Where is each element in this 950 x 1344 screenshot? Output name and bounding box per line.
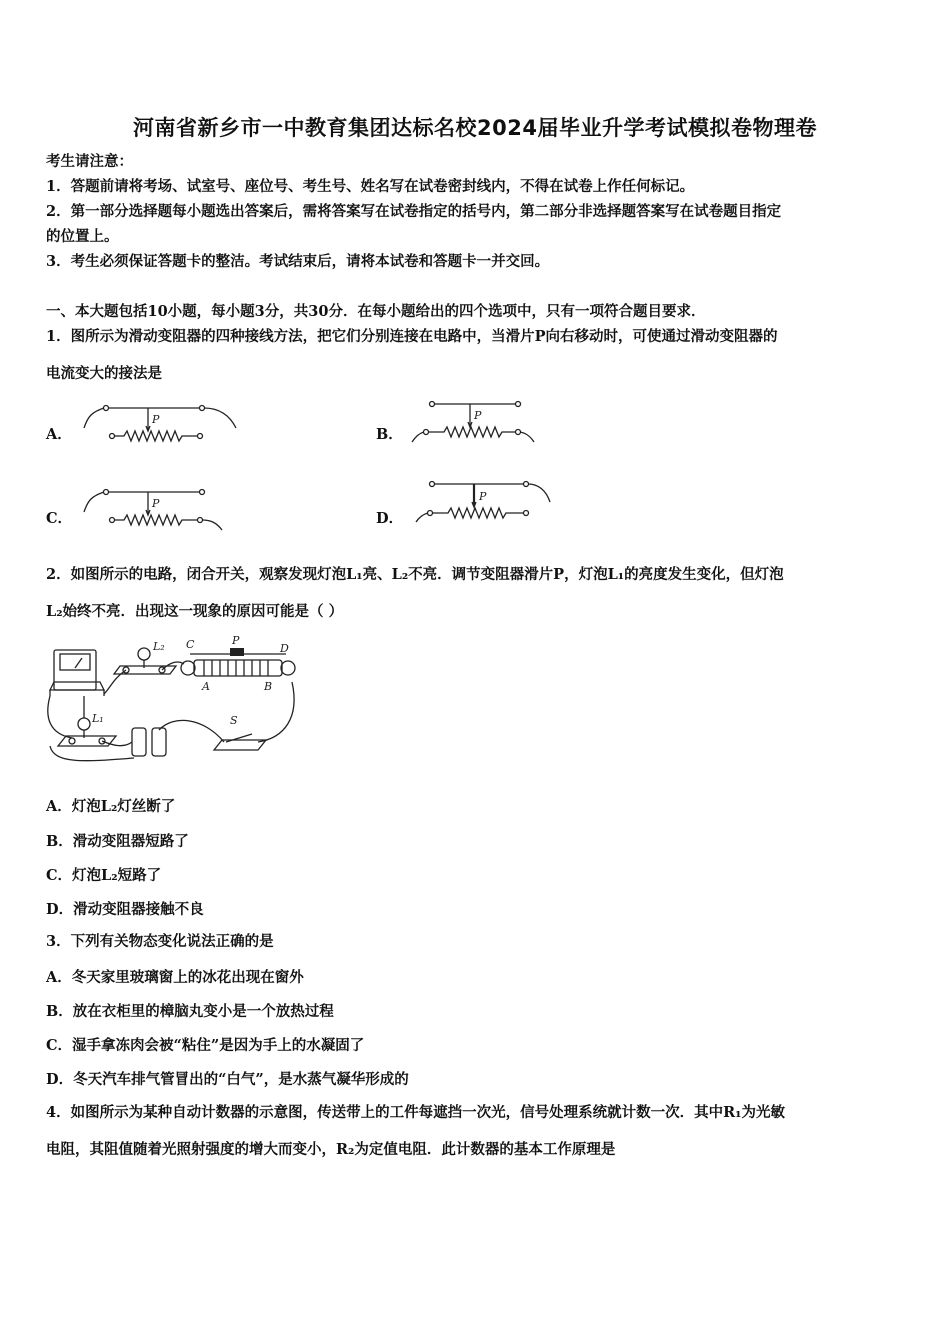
lamp-l1-bulb	[78, 718, 90, 730]
q2-stem-line1: 2．如图所示的电路，闭合开关，观察发现灯泡L₁亮、L₂不亮．调节变阻器滑片P，灯泡L₁的亮度发生变化，但灯泡	[46, 566, 784, 583]
notice-item: 2．第一部分选择题每小题选出答案后，需将答案写在试卷指定的括号内，第二部分非选择题答案写在试卷题目指定	[46, 203, 782, 220]
battery-icon	[152, 728, 166, 756]
rheostat-diagram-d	[412, 476, 572, 532]
label-p: P	[232, 634, 240, 647]
q2-option-b: B．滑动变阻器短路了	[46, 833, 189, 850]
q2-option-a: A．灯泡L₂灯丝断了	[46, 798, 176, 815]
q1-stem-line2: 电流变大的接法是	[46, 365, 162, 382]
notice-item: 的位置上。	[46, 228, 119, 245]
q3-stem: 3．下列有关物态变化说法正确的是	[46, 933, 274, 950]
circuit-figure	[44, 634, 304, 766]
label-l2: L₂	[153, 640, 165, 653]
label-l1: L₁	[92, 712, 104, 725]
q4-stem-line1: 4．如图所示为某种自动计数器的示意图，传送带上的工件每遮挡一次光，信号处理系统就计数一次．其中R₁为光敏	[46, 1104, 785, 1121]
rheostat-coil	[194, 660, 282, 676]
q2-option-d: D．滑动变阻器接触不良	[46, 901, 204, 918]
label-s: S	[230, 714, 238, 727]
rheostat-slider	[230, 648, 244, 656]
q1-option-a-label: A．	[46, 426, 72, 443]
q3-option-a: A．冬天家里玻璃窗上的冰花出现在窗外	[46, 969, 304, 986]
switch-lever	[226, 734, 252, 742]
slider-label: P	[152, 497, 160, 510]
q1-option-c-label: C．	[46, 510, 73, 527]
rheostat-diagram-b	[408, 396, 568, 448]
rheostat-diagram-c	[80, 482, 240, 532]
slider-label: P	[474, 409, 482, 422]
q3-option-d: D．冬天汽车排气管冒出的“白气”，是水蒸气凝华形成的	[46, 1071, 409, 1088]
lamp-l1-base	[58, 736, 116, 746]
notice-item: 1．答题前请将考场、试室号、座位号、考生号、姓名写在试卷密封线内，不得在试卷上作任何标记。	[46, 178, 695, 195]
lamp-l2-bulb	[138, 648, 150, 660]
rheostat-diagram-a	[80, 398, 240, 448]
notice-heading: 考生请注意：	[46, 153, 133, 170]
q2-option-c: C．灯泡L₂短路了	[46, 867, 162, 884]
label-b: B	[264, 680, 273, 693]
label-a: A	[202, 680, 210, 693]
q1-option-b-label: B．	[376, 426, 403, 443]
label-d: D	[280, 642, 289, 655]
q2-stem-line2: L₂始终不亮．出现这一现象的原因可能是（ ）	[46, 603, 344, 620]
q3-option-c: C．湿手拿冻肉会被“粘住”是因为手上的水凝固了	[46, 1037, 365, 1054]
notice-item: 3．考生必须保证答题卡的整洁。考试结束后，请将本试卷和答题卡一并交回。	[46, 253, 550, 270]
q4-stem-line2: 电阻，其阻值随着光照射强度的增大而变小，R₂为定值电阻．此计数器的基本工作原理是	[46, 1141, 616, 1158]
section-heading: 一、本大题包括10小题，每小题3分，共30分．在每小题给出的四个选项中，只有一项符合题目要求．	[46, 303, 706, 320]
slider-label: P	[152, 413, 160, 426]
slider-label: P	[479, 490, 487, 503]
q3-option-b: B．放在衣柜里的樟脑丸变小是一个放热过程	[46, 1003, 334, 1020]
label-c: C	[186, 638, 195, 651]
battery-icon	[132, 728, 146, 756]
q1-option-d-label: D．	[376, 510, 404, 527]
q1-stem-line1: 1．图所示为滑动变阻器的四种接线方法，把它们分别连接在电路中，当滑片P向右移动时，可使通过滑动变阻器的	[46, 328, 778, 345]
page-title: 河南省新乡市一中教育集团达标名校2024届毕业升学考试模拟卷物理卷	[133, 116, 817, 140]
